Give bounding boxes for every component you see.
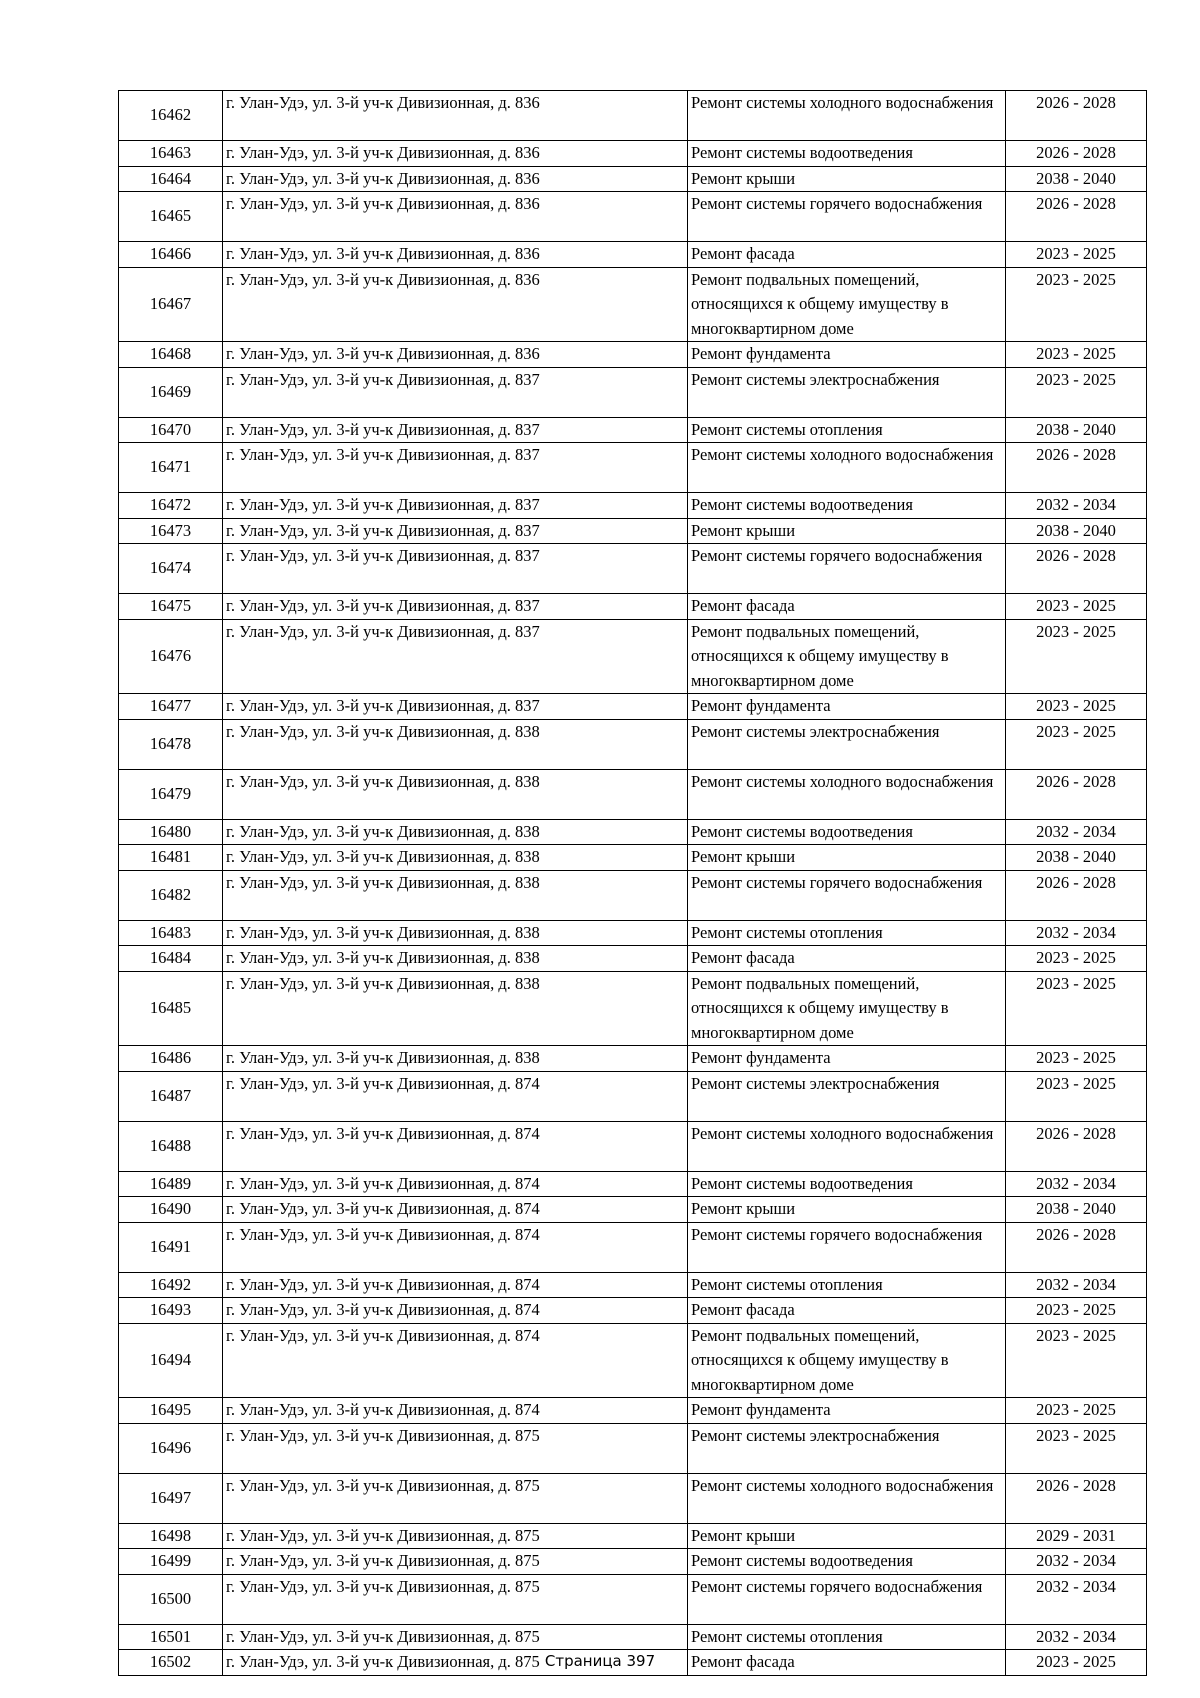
row-number-cell: 16478 — [119, 719, 223, 769]
work-type-cell: Ремонт системы электроснабжения — [688, 719, 1006, 769]
work-type-cell: Ремонт системы горячего водоснабжения — [688, 192, 1006, 242]
row-number-cell: 16482 — [119, 870, 223, 920]
address-cell: г. Улан-Удэ, ул. 3-й уч-к Дивизионная, д. 836 — [223, 342, 688, 368]
table-row — [119, 1624, 1147, 1650]
row-number-cell: 16477 — [119, 694, 223, 720]
work-type-cell: Ремонт системы горячего водоснабжения — [688, 1222, 1006, 1272]
address-cell: г. Улан-Удэ, ул. 3-й уч-к Дивизионная, д. 838 — [223, 1046, 688, 1072]
row-number-cell: 16472 — [119, 493, 223, 519]
work-type-cell: Ремонт системы холодного водоснабжения — [688, 1121, 1006, 1171]
work-type-cell: Ремонт системы водоотведения — [688, 1549, 1006, 1575]
address-cell: г. Улан-Удэ, ул. 3-й уч-к Дивизионная, д. 875 — [223, 1650, 688, 1676]
address-cell: г. Улан-Удэ, ул. 3-й уч-к Дивизионная, д. 837 — [223, 367, 688, 417]
work-type-cell: Ремонт подвальных помещений, относящихся к общему имуществу в многоквартирном доме — [688, 971, 1006, 1046]
period-cell: 2026 - 2028 — [1006, 544, 1147, 594]
address-cell: г. Улан-Удэ, ул. 3-й уч-к Дивизионная, д. 836 — [223, 192, 688, 242]
period-cell: 2032 - 2034 — [1006, 1574, 1147, 1624]
table-row — [119, 342, 1147, 368]
table-row — [119, 518, 1147, 544]
table-row — [119, 192, 1147, 242]
row-number-cell: 16473 — [119, 518, 223, 544]
work-type-cell: Ремонт крыши — [688, 518, 1006, 544]
row-number-cell: 16497 — [119, 1473, 223, 1523]
work-type-cell: Ремонт системы водоотведения — [688, 1171, 1006, 1197]
address-cell: г. Улан-Удэ, ул. 3-й уч-к Дивизионная, д. 874 — [223, 1121, 688, 1171]
work-type-cell: Ремонт системы водоотведения — [688, 819, 1006, 845]
table-row — [119, 1121, 1147, 1171]
period-cell: 2032 - 2034 — [1006, 1171, 1147, 1197]
table-row — [119, 769, 1147, 819]
row-number-cell: 16501 — [119, 1624, 223, 1650]
row-number-cell: 16483 — [119, 920, 223, 946]
row-number-cell: 16464 — [119, 166, 223, 192]
row-number-cell: 16474 — [119, 544, 223, 594]
row-number-cell: 16475 — [119, 594, 223, 620]
period-cell: 2023 - 2025 — [1006, 719, 1147, 769]
row-number-cell: 16469 — [119, 367, 223, 417]
row-number-cell: 16490 — [119, 1197, 223, 1223]
period-cell: 2038 - 2040 — [1006, 518, 1147, 544]
period-cell: 2032 - 2034 — [1006, 920, 1147, 946]
work-type-cell: Ремонт фундамента — [688, 694, 1006, 720]
row-number-cell: 16495 — [119, 1398, 223, 1424]
address-cell: г. Улан-Удэ, ул. 3-й уч-к Дивизионная, д. 874 — [223, 1171, 688, 1197]
address-cell: г. Улан-Удэ, ул. 3-й уч-к Дивизионная, д. 836 — [223, 242, 688, 268]
period-cell: 2023 - 2025 — [1006, 594, 1147, 620]
table-row — [119, 719, 1147, 769]
period-cell: 2023 - 2025 — [1006, 267, 1147, 342]
address-cell: г. Улан-Удэ, ул. 3-й уч-к Дивизионная, д. 838 — [223, 920, 688, 946]
work-type-cell: Ремонт системы электроснабжения — [688, 1423, 1006, 1473]
row-number-cell: 16491 — [119, 1222, 223, 1272]
row-number-cell: 16468 — [119, 342, 223, 368]
table-row — [119, 920, 1147, 946]
work-type-cell: Ремонт фундамента — [688, 342, 1006, 368]
work-type-cell: Ремонт системы электроснабжения — [688, 367, 1006, 417]
work-type-cell: Ремонт крыши — [688, 166, 1006, 192]
period-cell: 2023 - 2025 — [1006, 367, 1147, 417]
table-row — [119, 1272, 1147, 1298]
address-cell: г. Улан-Удэ, ул. 3-й уч-к Дивизионная, д. 875 — [223, 1473, 688, 1523]
table-row — [119, 1473, 1147, 1523]
period-cell: 2026 - 2028 — [1006, 192, 1147, 242]
period-cell: 2038 - 2040 — [1006, 417, 1147, 443]
address-cell: г. Улан-Удэ, ул. 3-й уч-к Дивизионная, д. 837 — [223, 417, 688, 443]
row-number-cell: 16487 — [119, 1071, 223, 1121]
period-cell: 2023 - 2025 — [1006, 1071, 1147, 1121]
table-row — [119, 594, 1147, 620]
table-row — [119, 971, 1147, 1046]
table-row — [119, 1323, 1147, 1398]
work-type-cell: Ремонт системы водоотведения — [688, 141, 1006, 167]
work-type-cell: Ремонт системы холодного водоснабжения — [688, 443, 1006, 493]
row-number-cell: 16489 — [119, 1171, 223, 1197]
row-number-cell: 16471 — [119, 443, 223, 493]
period-cell: 2023 - 2025 — [1006, 342, 1147, 368]
table-row — [119, 267, 1147, 342]
address-cell: г. Улан-Удэ, ул. 3-й уч-к Дивизионная, д. 875 — [223, 1523, 688, 1549]
period-cell: 2026 - 2028 — [1006, 1222, 1147, 1272]
period-cell: 2026 - 2028 — [1006, 1473, 1147, 1523]
table-row — [119, 417, 1147, 443]
period-cell: 2023 - 2025 — [1006, 242, 1147, 268]
row-number-cell: 16476 — [119, 619, 223, 694]
table-row — [119, 1423, 1147, 1473]
table-row — [119, 1574, 1147, 1624]
address-cell: г. Улан-Удэ, ул. 3-й уч-к Дивизионная, д. 874 — [223, 1222, 688, 1272]
work-type-cell: Ремонт системы отопления — [688, 920, 1006, 946]
row-number-cell: 16488 — [119, 1121, 223, 1171]
row-number-cell: 16479 — [119, 769, 223, 819]
work-type-cell: Ремонт фасада — [688, 1650, 1006, 1676]
work-type-cell: Ремонт подвальных помещений, относящихся к общему имуществу в многоквартирном доме — [688, 1323, 1006, 1398]
page-number-label: Страница 397 — [544, 1652, 656, 1670]
row-number-cell: 16500 — [119, 1574, 223, 1624]
work-type-cell: Ремонт системы водоотведения — [688, 493, 1006, 519]
period-cell: 2023 - 2025 — [1006, 694, 1147, 720]
period-cell: 2038 - 2040 — [1006, 166, 1147, 192]
work-type-cell: Ремонт крыши — [688, 1197, 1006, 1223]
address-cell: г. Улан-Удэ, ул. 3-й уч-к Дивизионная, д. 838 — [223, 971, 688, 1046]
work-type-cell: Ремонт системы холодного водоснабжения — [688, 769, 1006, 819]
period-cell: 2038 - 2040 — [1006, 845, 1147, 871]
period-cell: 2032 - 2034 — [1006, 1272, 1147, 1298]
table-body — [119, 91, 1147, 1676]
period-cell: 2026 - 2028 — [1006, 141, 1147, 167]
period-cell: 2023 - 2025 — [1006, 1323, 1147, 1398]
work-type-cell: Ремонт системы отопления — [688, 1272, 1006, 1298]
row-number-cell: 16462 — [119, 91, 223, 141]
row-number-cell: 16496 — [119, 1423, 223, 1473]
table-row — [119, 1222, 1147, 1272]
period-cell: 2032 - 2034 — [1006, 1624, 1147, 1650]
work-type-cell: Ремонт фасада — [688, 946, 1006, 972]
row-number-cell: 16470 — [119, 417, 223, 443]
period-cell: 2029 - 2031 — [1006, 1523, 1147, 1549]
address-cell: г. Улан-Удэ, ул. 3-й уч-к Дивизионная, д. 836 — [223, 267, 688, 342]
work-type-cell: Ремонт системы холодного водоснабжения — [688, 91, 1006, 141]
work-type-cell: Ремонт фундамента — [688, 1398, 1006, 1424]
address-cell: г. Улан-Удэ, ул. 3-й уч-к Дивизионная, д. 874 — [223, 1298, 688, 1324]
table-row — [119, 619, 1147, 694]
address-cell: г. Улан-Удэ, ул. 3-й уч-к Дивизионная, д. 874 — [223, 1197, 688, 1223]
row-number-cell: 16499 — [119, 1549, 223, 1575]
address-cell: г. Улан-Удэ, ул. 3-й уч-к Дивизионная, д. 875 — [223, 1423, 688, 1473]
period-cell: 2026 - 2028 — [1006, 769, 1147, 819]
work-type-cell: Ремонт системы отопления — [688, 1624, 1006, 1650]
work-type-cell: Ремонт крыши — [688, 845, 1006, 871]
row-number-cell: 16481 — [119, 845, 223, 871]
work-type-cell: Ремонт системы горячего водоснабжения — [688, 1574, 1006, 1624]
period-cell: 2032 - 2034 — [1006, 819, 1147, 845]
address-cell: г. Улан-Удэ, ул. 3-й уч-к Дивизионная, д. 837 — [223, 594, 688, 620]
table-row — [119, 1171, 1147, 1197]
address-cell: г. Улан-Удэ, ул. 3-й уч-к Дивизионная, д. 875 — [223, 1624, 688, 1650]
address-cell: г. Улан-Удэ, ул. 3-й уч-к Дивизионная, д. 838 — [223, 819, 688, 845]
table-row — [119, 1523, 1147, 1549]
table-row — [119, 367, 1147, 417]
work-type-cell: Ремонт системы отопления — [688, 417, 1006, 443]
period-cell: 2026 - 2028 — [1006, 91, 1147, 141]
row-number-cell: 16498 — [119, 1523, 223, 1549]
address-cell: г. Улан-Удэ, ул. 3-й уч-к Дивизионная, д. 836 — [223, 91, 688, 141]
table-row — [119, 141, 1147, 167]
row-number-cell: 16494 — [119, 1323, 223, 1398]
address-cell: г. Улан-Удэ, ул. 3-й уч-к Дивизионная, д. 838 — [223, 769, 688, 819]
row-number-cell: 16502 — [119, 1650, 223, 1676]
table-row — [119, 845, 1147, 871]
row-number-cell: 16480 — [119, 819, 223, 845]
table-row — [119, 1398, 1147, 1424]
address-cell: г. Улан-Удэ, ул. 3-й уч-к Дивизионная, д. 875 — [223, 1574, 688, 1624]
period-cell: 2023 - 2025 — [1006, 1650, 1147, 1676]
address-cell: г. Улан-Удэ, ул. 3-й уч-к Дивизионная, д. 837 — [223, 443, 688, 493]
table-row — [119, 1046, 1147, 1072]
table-row — [119, 946, 1147, 972]
period-cell: 2026 - 2028 — [1006, 1121, 1147, 1171]
table-row — [119, 242, 1147, 268]
address-cell: г. Улан-Удэ, ул. 3-й уч-к Дивизионная, д. 837 — [223, 619, 688, 694]
work-type-cell: Ремонт системы горячего водоснабжения — [688, 544, 1006, 594]
period-cell: 2023 - 2025 — [1006, 1046, 1147, 1072]
table-row — [119, 1549, 1147, 1575]
period-cell: 2023 - 2025 — [1006, 946, 1147, 972]
table-row — [119, 166, 1147, 192]
period-cell: 2026 - 2028 — [1006, 443, 1147, 493]
table-row — [119, 1298, 1147, 1324]
table-row — [119, 870, 1147, 920]
row-number-cell: 16466 — [119, 242, 223, 268]
row-number-cell: 16486 — [119, 1046, 223, 1072]
table-row — [119, 694, 1147, 720]
period-cell: 2023 - 2025 — [1006, 971, 1147, 1046]
table-row — [119, 91, 1147, 141]
page-footer — [0, 1652, 1200, 1670]
row-number-cell: 16467 — [119, 267, 223, 342]
work-type-cell: Ремонт фасада — [688, 1298, 1006, 1324]
address-cell: г. Улан-Удэ, ул. 3-й уч-к Дивизионная, д. 836 — [223, 141, 688, 167]
address-cell: г. Улан-Удэ, ул. 3-й уч-к Дивизионная, д. 837 — [223, 493, 688, 519]
work-type-cell: Ремонт фасада — [688, 242, 1006, 268]
address-cell: г. Улан-Удэ, ул. 3-й уч-к Дивизионная, д. 874 — [223, 1398, 688, 1424]
table-row — [119, 819, 1147, 845]
address-cell: г. Улан-Удэ, ул. 3-й уч-к Дивизионная, д. 874 — [223, 1323, 688, 1398]
address-cell: г. Улан-Удэ, ул. 3-й уч-к Дивизионная, д. 837 — [223, 518, 688, 544]
address-cell: г. Улан-Удэ, ул. 3-й уч-к Дивизионная, д. 838 — [223, 719, 688, 769]
address-cell: г. Улан-Удэ, ул. 3-й уч-к Дивизионная, д. 874 — [223, 1071, 688, 1121]
period-cell: 2023 - 2025 — [1006, 1423, 1147, 1473]
row-number-cell: 16463 — [119, 141, 223, 167]
table-row — [119, 443, 1147, 493]
row-number-cell: 16493 — [119, 1298, 223, 1324]
address-cell: г. Улан-Удэ, ул. 3-й уч-к Дивизионная, д. 837 — [223, 544, 688, 594]
repair-schedule-table — [118, 90, 1147, 1676]
period-cell: 2038 - 2040 — [1006, 1197, 1147, 1223]
row-number-cell: 16485 — [119, 971, 223, 1046]
period-cell: 2032 - 2034 — [1006, 1549, 1147, 1575]
table-row — [119, 544, 1147, 594]
work-type-cell: Ремонт подвальных помещений, относящихся к общему имуществу в многоквартирном доме — [688, 619, 1006, 694]
period-cell: 2023 - 2025 — [1006, 619, 1147, 694]
work-type-cell: Ремонт системы электроснабжения — [688, 1071, 1006, 1121]
row-number-cell: 16484 — [119, 946, 223, 972]
work-type-cell: Ремонт подвальных помещений, относящихся к общему имуществу в многоквартирном доме — [688, 267, 1006, 342]
table-row — [119, 1197, 1147, 1223]
period-cell: 2023 - 2025 — [1006, 1398, 1147, 1424]
work-type-cell: Ремонт фундамента — [688, 1046, 1006, 1072]
period-cell: 2032 - 2034 — [1006, 493, 1147, 519]
work-type-cell: Ремонт системы горячего водоснабжения — [688, 870, 1006, 920]
work-type-cell: Ремонт фасада — [688, 594, 1006, 620]
table-row — [119, 493, 1147, 519]
address-cell: г. Улан-Удэ, ул. 3-й уч-к Дивизионная, д. 838 — [223, 870, 688, 920]
address-cell: г. Улан-Удэ, ул. 3-й уч-к Дивизионная, д. 838 — [223, 946, 688, 972]
address-cell: г. Улан-Удэ, ул. 3-й уч-к Дивизионная, д. 836 — [223, 166, 688, 192]
address-cell: г. Улан-Удэ, ул. 3-й уч-к Дивизионная, д. 875 — [223, 1549, 688, 1575]
row-number-cell: 16465 — [119, 192, 223, 242]
table-row — [119, 1071, 1147, 1121]
address-cell: г. Улан-Удэ, ул. 3-й уч-к Дивизионная, д. 874 — [223, 1272, 688, 1298]
period-cell: 2026 - 2028 — [1006, 870, 1147, 920]
work-type-cell: Ремонт системы холодного водоснабжения — [688, 1473, 1006, 1523]
work-type-cell: Ремонт крыши — [688, 1523, 1006, 1549]
period-cell: 2023 - 2025 — [1006, 1298, 1147, 1324]
address-cell: г. Улан-Удэ, ул. 3-й уч-к Дивизионная, д. 838 — [223, 845, 688, 871]
address-cell: г. Улан-Удэ, ул. 3-й уч-к Дивизионная, д. 837 — [223, 694, 688, 720]
row-number-cell: 16492 — [119, 1272, 223, 1298]
